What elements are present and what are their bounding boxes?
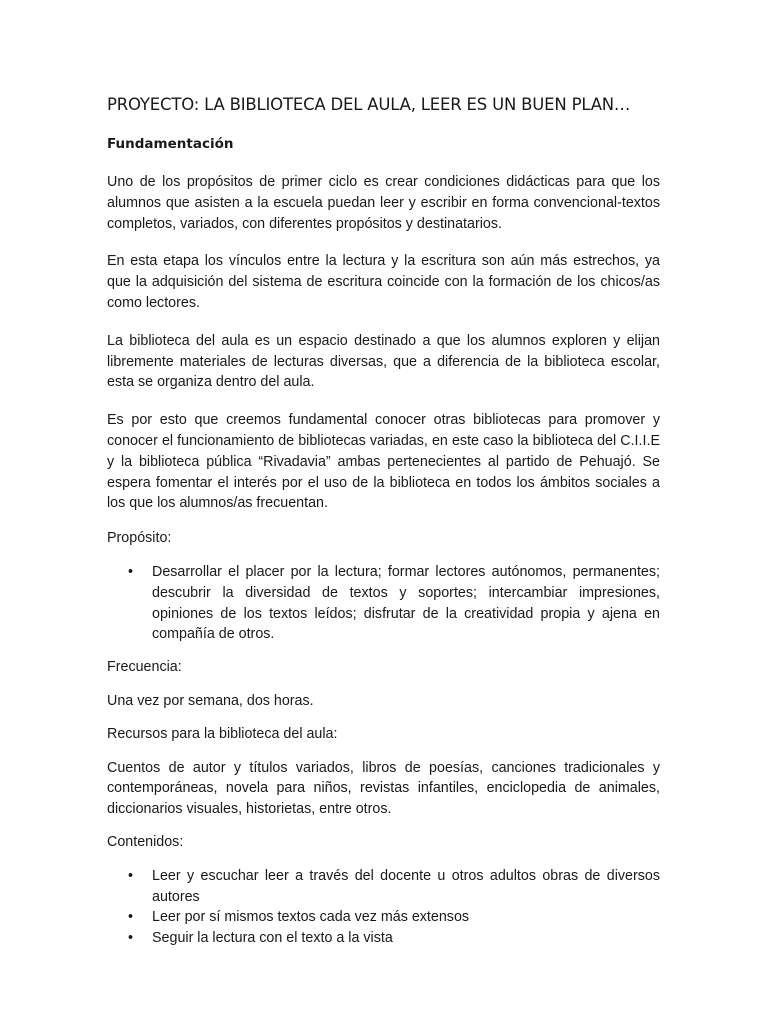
paragraph-1: Uno de los propósitos de primer ciclo es crear condiciones didácticas para que los alumnos que asisten a la escuela puedan leer y escribir en forma convencional-textos completos, variados, con diferentes propósitos y destinatarios. (107, 174, 660, 232)
section-heading-fundamentacion: Fundamentación (107, 136, 234, 152)
recursos-label: Recursos para la biblioteca del aula: (107, 725, 338, 742)
list-item-text: Leer por sí mismos textos cada vez más extensos (152, 909, 470, 926)
proposito-list (107, 562, 660, 645)
bullet-icon: • (128, 909, 134, 926)
frecuencia-text: Una vez por semana, dos horas. (107, 692, 314, 709)
document-title: PROYECTO: LA BIBLIOTECA DEL AULA, LEER ES UN BUEN PLAN… (107, 95, 631, 114)
contenidos-label: Contenidos: (107, 833, 184, 850)
bullet-icon: • (128, 867, 134, 884)
list-item (107, 562, 660, 645)
list-item-text: Leer y escuchar leer a través del docente u otros adultos obras de diversos autores (152, 867, 660, 905)
paragraph-4: Es por esto que creemos fundamental conocer otras bibliotecas para promover y conocer el funcionamiento de bibliotecas variadas, en este caso la biblioteca del C.I.I.E y la biblioteca pública “Rivadavia” ambas pertenecientes al partido de Pehuajó. Se espera fomentar el interés por el uso de la biblioteca en todos los ámbitos sociales a los que los alumnos/as frecuentan. (107, 412, 660, 512)
paragraph-2: En esta etapa los vínculos entre la lectura y la escritura son aún más estrechos, ya que la adquisición del sistema de escritura coincide con la formación de los chicos/as como lectores. (107, 253, 660, 311)
list-item (107, 928, 660, 949)
paragraph-3: La biblioteca del aula es un espacio destinado a que los alumnos exploren y elijan libremente materiales de lecturas diversas, que a diferencia de la biblioteca escolar, esta se organiza dentro del aula. (107, 332, 660, 391)
proposito-label: Propósito: (107, 530, 172, 547)
recursos-text: Cuentos de autor y títulos variados, libros de poesías, canciones tradicionales y contemporáneas, novela para niños, revistas infantiles, enciclopedia de animales, diccionarios visuales, historietas, entre otros. (107, 759, 660, 818)
list-item (107, 866, 660, 908)
document-page (107, 92, 660, 949)
contenidos-list (107, 866, 660, 949)
list-item-text: Seguir la lectura con el texto a la vista (152, 930, 393, 947)
list-item (107, 907, 660, 928)
list-item-text: Desarrollar el placer por la lectura; formar lectores autónomos, permanentes; descubrir la diversidad de textos y soportes; intercambiar impresiones, opiniones de los textos leídos; disfrutar de la creatividad propia y ajena en compañía de otros. (152, 563, 660, 643)
frecuencia-label: Frecuencia: (107, 659, 182, 676)
bullet-icon: • (128, 563, 134, 580)
bullet-icon: • (128, 930, 134, 947)
